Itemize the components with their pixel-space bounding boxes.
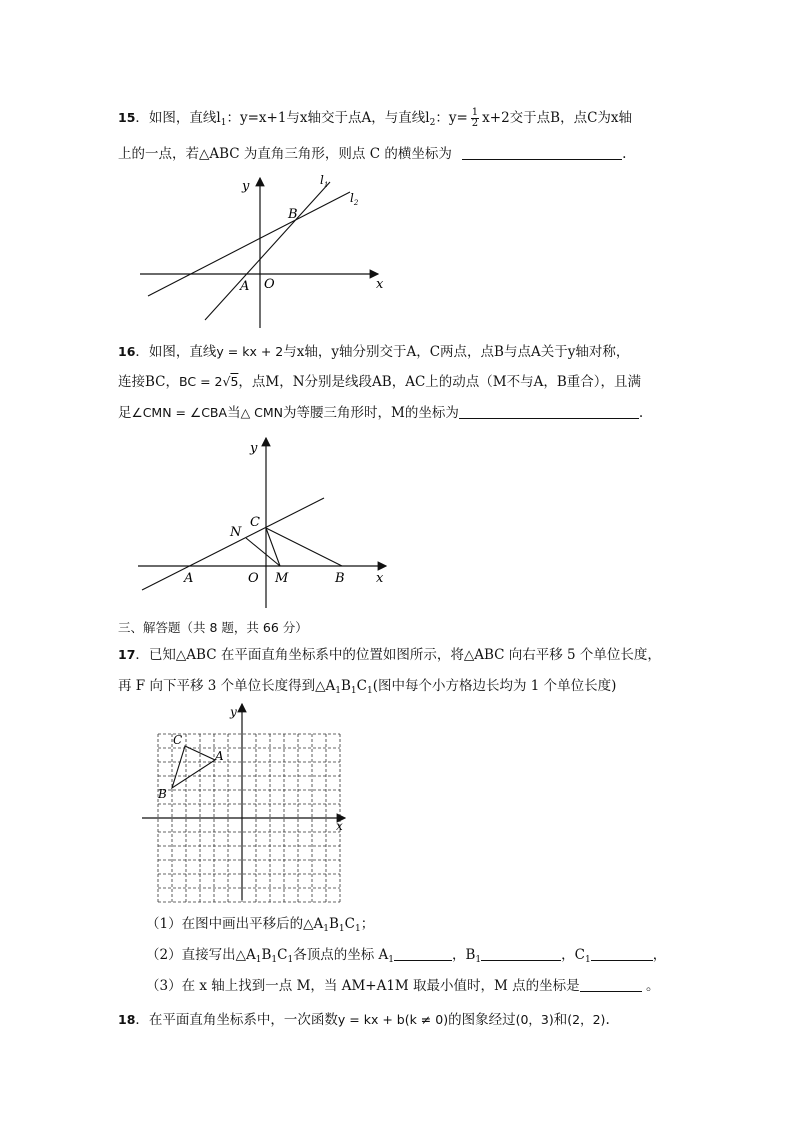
q17-sub1: （1）在图中画出平移后的$\triangle A_1B_1C_1$； <box>146 916 375 934</box>
q16-figure <box>130 432 400 612</box>
line-l1 <box>205 182 330 320</box>
q18-line1: 18．在平面直角坐标系中，一次函数y = kx + b(k ≠ 0)的图象经过(0，3)和(2，2). <box>118 1012 610 1028</box>
q17-number: 17 <box>118 647 136 662</box>
label-x: x <box>336 819 343 833</box>
q15-line1: 15．如图，直线$l_1$：y=x+1与x轴交于点A，与直线$l_2$：y= $\frac{1}{2}$ x+2交于点B，点C为x轴 <box>118 107 633 129</box>
q18-number: 18 <box>118 1012 136 1027</box>
q17-sub2: （2）直接写出$\triangle A_1B_1C_1$各顶点的坐标 $A_1$ ，$B_1$ ，$C_1$ ， <box>146 947 667 965</box>
q17-grid-figure <box>140 700 350 905</box>
q16-line3: 足∠CMN = ∠CBA当△ CMN为等腰三角形时，M的坐标为 . <box>118 405 644 421</box>
label-A: A <box>240 279 250 294</box>
q16-line1: 16．如图，直线y = kx + 2与x轴，y轴分别交于A，C两点，点B与点A关于y轴对称， <box>118 344 630 360</box>
a1-blank[interactable] <box>394 946 452 961</box>
label-A: A <box>215 749 224 763</box>
q15-line2: 上的一点，若△ABC 为直角三角形，则点 C 的横坐标为 . <box>118 146 627 162</box>
label-l2: $l_2$ <box>350 191 359 207</box>
label-l1: $l_1$ <box>320 173 329 189</box>
q17-line1: 17．已知△ABC 在平面直角坐标系中的位置如图所示，将△ABC 向右平移 5 个单位长度， <box>118 647 661 663</box>
q17-sub3: （3）在 x 轴上找到一点 M，当 AM+A1M 取最小值时，M 点的坐标是 。 <box>146 978 660 994</box>
q16-answer-blank[interactable] <box>459 404 639 419</box>
label-x: x <box>376 571 384 586</box>
label-y: y <box>250 441 258 456</box>
label-B: B <box>288 207 298 222</box>
q17-line2: 再 F 向下平移 3 个单位长度得到$\triangle A_1B_1C_1$(图中每个小方格边长均为 1 个单位长度) <box>118 678 617 696</box>
m-point-blank[interactable] <box>580 977 642 992</box>
label-x: x <box>376 277 384 292</box>
label-B: B <box>158 787 167 801</box>
c1-blank[interactable] <box>591 946 653 961</box>
label-O: O <box>248 571 259 586</box>
line-AC <box>142 498 324 590</box>
sqrt-sign: √ <box>222 374 231 389</box>
q16-line2: 连接BC，BC = 2√5，点M，N分别是线段AB，AC上的动点（M不与A，B重合），且满 <box>118 374 642 390</box>
fraction-one-half: $\frac{1}{2}$ <box>471 107 479 129</box>
q16-number: 16 <box>118 344 136 359</box>
label-M: M <box>275 571 289 586</box>
label-N: N <box>230 525 242 540</box>
section-title: 三、解答题（共 8 题，共 66 分） <box>118 620 308 635</box>
b1-blank[interactable] <box>481 946 561 961</box>
q15-figure <box>130 170 400 335</box>
label-y: y <box>230 705 237 719</box>
triangle-ABC <box>172 746 215 788</box>
label-B: B <box>335 571 345 586</box>
q15-number: 15 <box>118 110 136 125</box>
label-A: A <box>184 571 194 586</box>
q15-answer-blank[interactable] <box>462 145 622 160</box>
label-y: y <box>242 179 250 194</box>
label-O: O <box>264 277 275 292</box>
label-C: C <box>173 733 183 747</box>
label-C: C <box>250 515 260 530</box>
